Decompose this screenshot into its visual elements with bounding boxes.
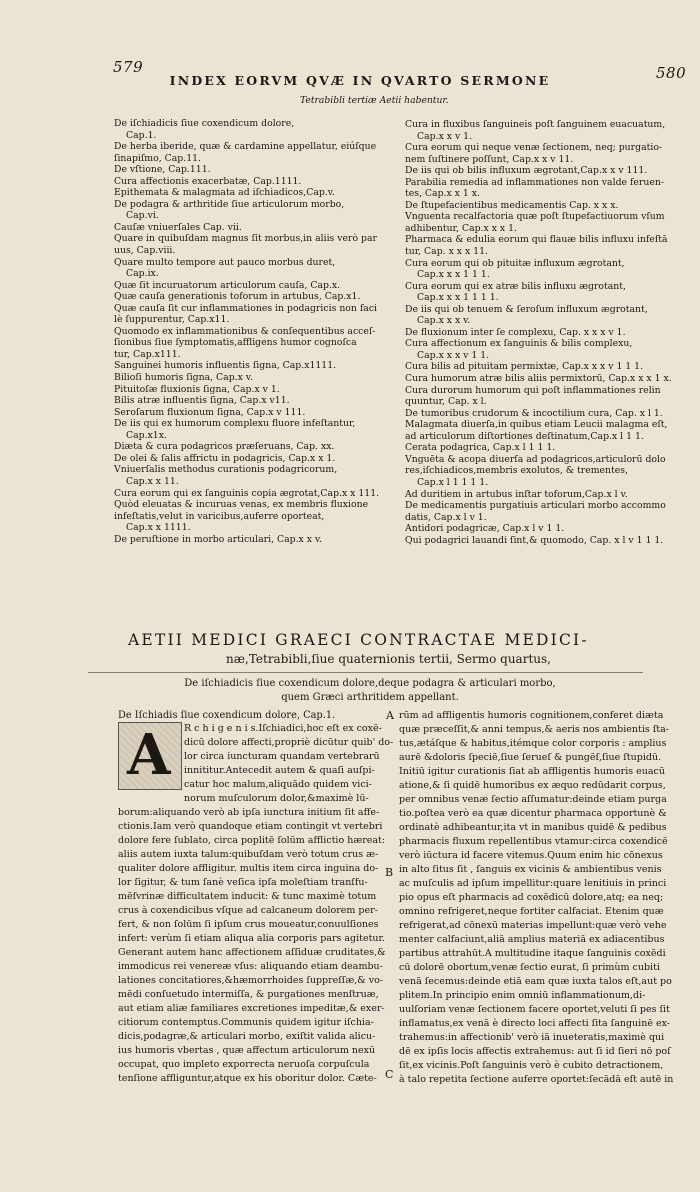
body-line: crus à coxendicibus vſque ad calcaneum dolorem per- <box>118 905 378 916</box>
body-line: quæ præceſſit,& anni tempus,& aeris nos ambientis ſta- <box>399 724 669 735</box>
index-entry: De iſchiadicis ſiue coxendicum dolore, <box>114 118 295 129</box>
body-line: lor ſigitur, & tum ſanè veſica ipſa moleſtiam tranſfu- <box>118 877 368 888</box>
body-line: cū dolorē obortum,venæ ſectio eurat, ſi primùm cubiti <box>399 962 660 973</box>
index-entry: Antidori podagricæ, Cap.x l v 1 1. <box>405 523 565 535</box>
index-entry: Cap.x x x 1 1 1 1. <box>417 292 499 304</box>
index-entry: Bilis atræ influentis ſigna, Cap.x v11. <box>114 395 290 407</box>
index-entry: Diæta & cura podagricos præſeruans, Cap. xx. <box>114 441 335 453</box>
page-number-right: 580 <box>656 64 687 82</box>
index-entry: lè ſuppurentur, Cap.x11. <box>114 314 230 326</box>
body-line: catur hoc malum,aliquādo quidem vici- <box>184 779 372 790</box>
index-entry: Vniuerſalis methodus curationis podagricorum, <box>114 464 338 476</box>
index-entry: quuntur, Cap. x l. <box>405 396 487 408</box>
body-line: venā ſecemus:deinde etiā eam quæ iuxta talos eſt,aut po <box>399 976 672 987</box>
decorated-initial: A <box>118 722 182 790</box>
index-entry: nem ſuſtinere poſſunt, Cap.x x v 11. <box>405 153 574 165</box>
index-entry: Cap.x1x. <box>126 429 167 441</box>
index-entry: Bilioſi humoris ſigna, Cap.x v. <box>114 372 253 384</box>
index-entry: Cura eorum qui ex atræ bilis influxu ægrotant, <box>405 280 626 292</box>
index-entry: infeſtatis,velut in varicibus,auferre oporteat, <box>114 510 325 522</box>
body-line: tenſione affliguntur,atque ex his oboritur dolor. Cæte- <box>118 1073 377 1084</box>
index-entry: Vnguenta recalfactoria quæ poſt ſtupefactiuorum vſum <box>405 211 665 223</box>
body-line: borum:aliquando verò ab ipſa iunctura initium ſit affe- <box>118 807 380 818</box>
index-entry: Cauſæ vniuerſales Cap. vii. <box>114 221 242 233</box>
index-entry: Pharmaca & edulia eorum qui flauæ bilis influxu infeſtā <box>405 234 668 246</box>
intro-line1: De iſchiadicis ſiue coxendicum dolore,deque podagra & articulari morbo, <box>184 678 556 689</box>
body-line: Generant autem hanc affectionem aſſiduæ cruditates,& <box>118 947 386 958</box>
body-line: ctionis.Iam verò quandoque etiam contingit vt vertebri <box>118 821 383 832</box>
index-entry: Malagmata diuerſa,in quibus etiam Leucii malagma eſt, <box>405 419 668 431</box>
index-entry: tur, Cap.x111. <box>114 348 181 360</box>
index-entry: De herba iberide, quæ & cardamine appellatur, eiúſque <box>114 141 377 153</box>
section-heading: De Iſchiadis ſiue coxendicum dolore, Cap.1. <box>118 710 336 721</box>
body-line: aurē &doloris ſpeciē,ſiue ſerueſ & pungēſ,ſiue ſtupidū. <box>399 752 662 763</box>
index-entry: De podagra & arthritide ſiue articulorum morbo, <box>114 198 345 210</box>
body-line: tio.poſtea verò ea quæ dicentur pharmaca opportunè & <box>399 808 667 819</box>
index-entry: De iis qui ob bilis influxum ægrotant,Cap.x x v 111. <box>405 165 648 177</box>
index-entry: Cura affectionis exacerbatæ, Cap.1111. <box>114 175 302 187</box>
body-line: dē ex ipſis locis affectis extrahemus: aut ſi id ſieri nō poſ <box>399 1046 671 1057</box>
index-entry: Cap.ix. <box>126 268 159 280</box>
index-entry: Cap.x x x v. <box>417 315 471 327</box>
index-entry: Vnguēta & acopa diuerſa ad podagricos,articulorū dolo <box>405 453 666 465</box>
index-entry: res,iſchiadicos,membris exolutos, & trementes, <box>405 465 628 477</box>
body-line: infert: verùm ſi etiam aliqua alia corporis pars agitetur. <box>118 933 386 944</box>
body-line: plitem.In principio enim omniū inflammationum,di- <box>399 990 646 1001</box>
body-line: dicis,podagræ,& articulari morbo, exiſtit valida alicu- <box>118 1031 376 1042</box>
index-entry: Cap.x x 1111. <box>126 522 191 534</box>
body-line: dicū dolore affecti,propriè dicūtur quib' do- <box>184 737 394 748</box>
body-line: menter calfaciunt,aliā amplius materiā ex adiacentibus <box>399 934 665 945</box>
intro-line2: quem Græci arthritidem appellant. <box>281 692 459 703</box>
body-line: qualiter dolore affligitur. multis item circa inguina do- <box>118 863 379 874</box>
body-line: ordinatè adhibeantur,ita vt in manibus quidē & pedibus <box>399 822 667 833</box>
body-line: partibus attrahūt.A multitudine itaque ſanguinis coxēdi <box>399 948 666 959</box>
index-entry: Cura in fluxibus ſanguineis poſt ſanguinem euacuatum, <box>405 119 666 130</box>
body-line: ius humoris vbertas , quæ affectum articulorum nexū <box>118 1045 376 1056</box>
body-line: dolore fere ſublato, circa poplitē ſolūm afflictio hæreat: <box>118 835 386 846</box>
body-line: aliis autem iuxta talum:quibuſdam verò totum crus æ- <box>118 849 379 860</box>
body-line: per omnibus venæ ſectio aſſumatur:deinde etiam purga <box>399 794 667 805</box>
body-line: uulſoriam venæ ſectionem facere oportet,veluti ſi pes ſit <box>399 1004 670 1015</box>
body-line: Initiū igitur curationis ſiat ab affligentis humoris euacū <box>399 766 665 777</box>
chapter-title-line2: næ,Tetrabibli,ſiue quaternionis tertii, Sermo quartus, <box>226 652 551 666</box>
body-line: norum muſculorum dolor,&maximè lū- <box>184 793 369 804</box>
index-entry: ad articulorum diſtortiones deſtinatum,Cap.x l 1 1. <box>405 430 644 442</box>
index-entry: De peruſtione in morbo articulari, Cap.x x v. <box>114 533 323 545</box>
title-rule <box>88 672 643 673</box>
index-entry: datis, Cap.x l v 1. <box>405 511 487 523</box>
margin-letter-c: C <box>385 1068 394 1081</box>
index-entry: De fluxionum inter ſe complexu, Cap. x x x v 1. <box>405 326 626 338</box>
body-line: in alto ſitus ſit , ſanguis ex vicinis & ambientibus venis <box>399 864 662 875</box>
index-entry: Cura bilis ad pituitam permixtæ, Cap.x x x v 1 1 1. <box>405 361 644 373</box>
index-entry: Quæ cauſa generationis toforum in artubus, Cap.x1. <box>114 291 361 303</box>
body-line: ſit,ex vicinis.Poſt ſanguinis verò è cubito detractionem, <box>399 1060 664 1071</box>
index-entry: De medicamentis purgatiuis articulari morbo accommo <box>405 500 666 512</box>
chapter-title-line1: AETII MEDICI GRAECI CONTRACTAE MEDICI- <box>128 631 589 649</box>
body-line: pharmacis fluxum repellentibus vtamur:circa coxendicē <box>399 836 668 847</box>
body-line: innititur.Antecedit autem & quaſi auſpi- <box>184 765 375 776</box>
index-entry: Cap.x x x v 1 1. <box>417 349 490 361</box>
index-entry: Cap.vi. <box>126 210 159 222</box>
index-entry: Cura eorum qui ob pituitæ influxum ægrotant, <box>405 257 625 269</box>
body-line: refrigerat,ad cōnexū materias impellunt:quæ verò vehe <box>399 920 667 931</box>
body-line: lationes concitatiores,&hæmorrhoides ſuppreſſæ,& vo- <box>118 975 384 986</box>
index-entry: De vſtione, Cap.111. <box>114 164 211 176</box>
body-line: à talo repetita ſectione auferre oportet:ſecādā eſt autē in <box>399 1074 674 1085</box>
body-line: occupat, quo impleto exporrecta neruoſa corpuſcula <box>118 1059 370 1070</box>
index-entry: Cura eorum qui neque venæ ſectionem, neq; purgatio- <box>405 142 663 154</box>
running-head: INDEX EORVM QVÆ IN QVARTO SERMONE <box>169 73 551 88</box>
body-line: tus,ætáſque & habitus,itémque color corporis : amplius <box>399 738 667 749</box>
running-subhead: Tetrabibli tertiæ Aetii habentur. <box>300 95 449 106</box>
index-column-left <box>114 118 404 545</box>
body-line: ac muſculis ad ipſum impellitur:quare lenitiuis in princi <box>399 878 667 889</box>
index-entry: Cura durorum humorum qui poſt inflammationes relin <box>405 384 661 396</box>
index-entry: Quare multo tempore aut pauco morbus duret, <box>114 256 336 268</box>
index-entry: ſionibus ſiue ſymptomatis,affligens humor cognoſca <box>114 337 357 349</box>
index-entry: De tumoribus crudorum & incoctilium cura, Cap. x l 1. <box>405 407 663 419</box>
index-entry: Cura humorum atræ bilis aliis permixtorū, Cap.x x x 1 x. <box>405 373 672 385</box>
body-line: immodicus rei venereæ vſus: aliquando etiam deambu- <box>118 961 383 972</box>
body-column-left <box>118 722 394 1086</box>
body-line: inflamatus,ex venā è directo loci affecti ſita ſanguinē ex- <box>399 1018 670 1029</box>
index-entry: ſinapiſmo, Cap.11. <box>114 152 201 164</box>
index-entry: tur, Cap. x x x 11. <box>405 246 488 258</box>
page-number-left: 579 <box>113 58 144 76</box>
body-line: aut etiam aliæ familiares excretiones impeditæ,& exer- <box>118 1003 385 1014</box>
index-entry: Cura affectionum ex ſanguinis & bilis complexu, <box>405 338 633 350</box>
index-entry: Cerata podagrica, Cap.x l 1 1 1. <box>405 442 556 454</box>
index-entry: tes, Cap.x x 1 x. <box>405 188 480 200</box>
index-entry: De olei & ſalis affrictu in podagricis, Cap.x x 1. <box>114 452 336 464</box>
index-entry: uus, Cap.viii. <box>114 245 176 257</box>
index-entry: Seroſarum fluxionum ſigna, Cap.x v 111. <box>114 406 306 418</box>
index-entry: De iis qui ob tenuem & ſeroſum influxum ægrotant, <box>405 303 648 315</box>
index-entry: Quæ ſit incuruatorum articulorum cauſa, Cap.x. <box>114 279 341 291</box>
body-line: R c h i g e n i s.Iſchiadici,hoc eſt ex coxē- <box>184 723 382 734</box>
index-entry: Pituitoſæ fluxionis ſigna, Cap.x v 1. <box>114 383 280 395</box>
index-entry: Cap.x x v 1. <box>417 130 473 142</box>
index-entry: Cura eorum qui ex ſanguinis copia ægrotat,Cap.x x 111. <box>114 487 380 499</box>
body-line: rūm ad affligentis humoris cognitionem,conferet diæta <box>399 710 664 721</box>
index-entry: De ſtupefacientibus medicamentis Cap. x x x. <box>405 199 619 211</box>
index-entry: Quare in quibuſdam magnus ſit morbus,in aliis verò par <box>114 233 377 245</box>
body-line: omnino refrigeret,neque fortiter calfaciat. Etenim quæ <box>399 906 664 917</box>
index-entry: Qui podagrici lauandi ſint,& quomodo, Cap. x l v 1 1 1. <box>405 534 664 546</box>
index-entry: Cap.x x x 1 1 1. <box>417 269 490 281</box>
body-line: pio opus eſt pharmacis ad coxēdicū dolore,atq; ea neq; <box>399 892 664 903</box>
index-entry: Cap.x l 1 1 1 1. <box>417 476 489 488</box>
body-line: atione,& ſi quidē humoribus ex æquo redūdarit corpus, <box>399 780 666 791</box>
body-line: citiorum contemptus.Communis quidem igitur iſchia- <box>118 1017 374 1028</box>
body-line: mēdi conſuetudo intermiſſa, & purgationes menſtruæ, <box>118 989 379 1000</box>
index-entry: Cap.1. <box>126 129 157 141</box>
index-entry: Sanguinei humoris influentis ſigna, Cap.x1111. <box>114 360 337 372</box>
body-line: verò iūctura id facere vitemus.Quum enim hic cōnexus <box>399 850 663 861</box>
body-line: mēſvrinæ difficultatem inducit: & tunc maximè totum <box>118 891 377 902</box>
index-entry: Quomodo ex inflammationibus & conſequentibus acceſ- <box>114 325 376 337</box>
body-column-right <box>399 709 689 1087</box>
index-entry: Epithemata & malagmata ad iſchiadicos,Cap.v. <box>114 187 335 199</box>
index-entry: Ad duritiem in artubus inſtar toforum,Cap.x l v. <box>405 488 628 500</box>
index-entry: Quòd eleuatas & incuruas venas, ex membris fluxione <box>114 499 369 511</box>
index-column-right <box>405 119 675 546</box>
body-line: trahemus:in affectionib' verò iā inueteratis,maximè qui <box>399 1032 665 1043</box>
index-entry: Quæ cauſa ſit cur inflammationes in podagricis non faci <box>114 302 378 314</box>
index-entry: Cap.x x 11. <box>126 475 179 487</box>
margin-letter-b: B <box>385 866 394 879</box>
margin-letter-a: A <box>386 709 394 722</box>
body-line: fert, & non ſolūm ſi ipſum crus moueatur,conuulſiones <box>118 919 379 930</box>
index-entry: De iis qui ex humorum complexu fluore infeſtantur, <box>114 418 356 430</box>
body-line: lor circa iuncturam quandam vertebrarū <box>184 751 380 762</box>
index-entry: Parabilia remedia ad inflammationes non valde feruen- <box>405 176 664 188</box>
index-entry: adhibentur, Cap.x x x 1. <box>405 222 517 234</box>
